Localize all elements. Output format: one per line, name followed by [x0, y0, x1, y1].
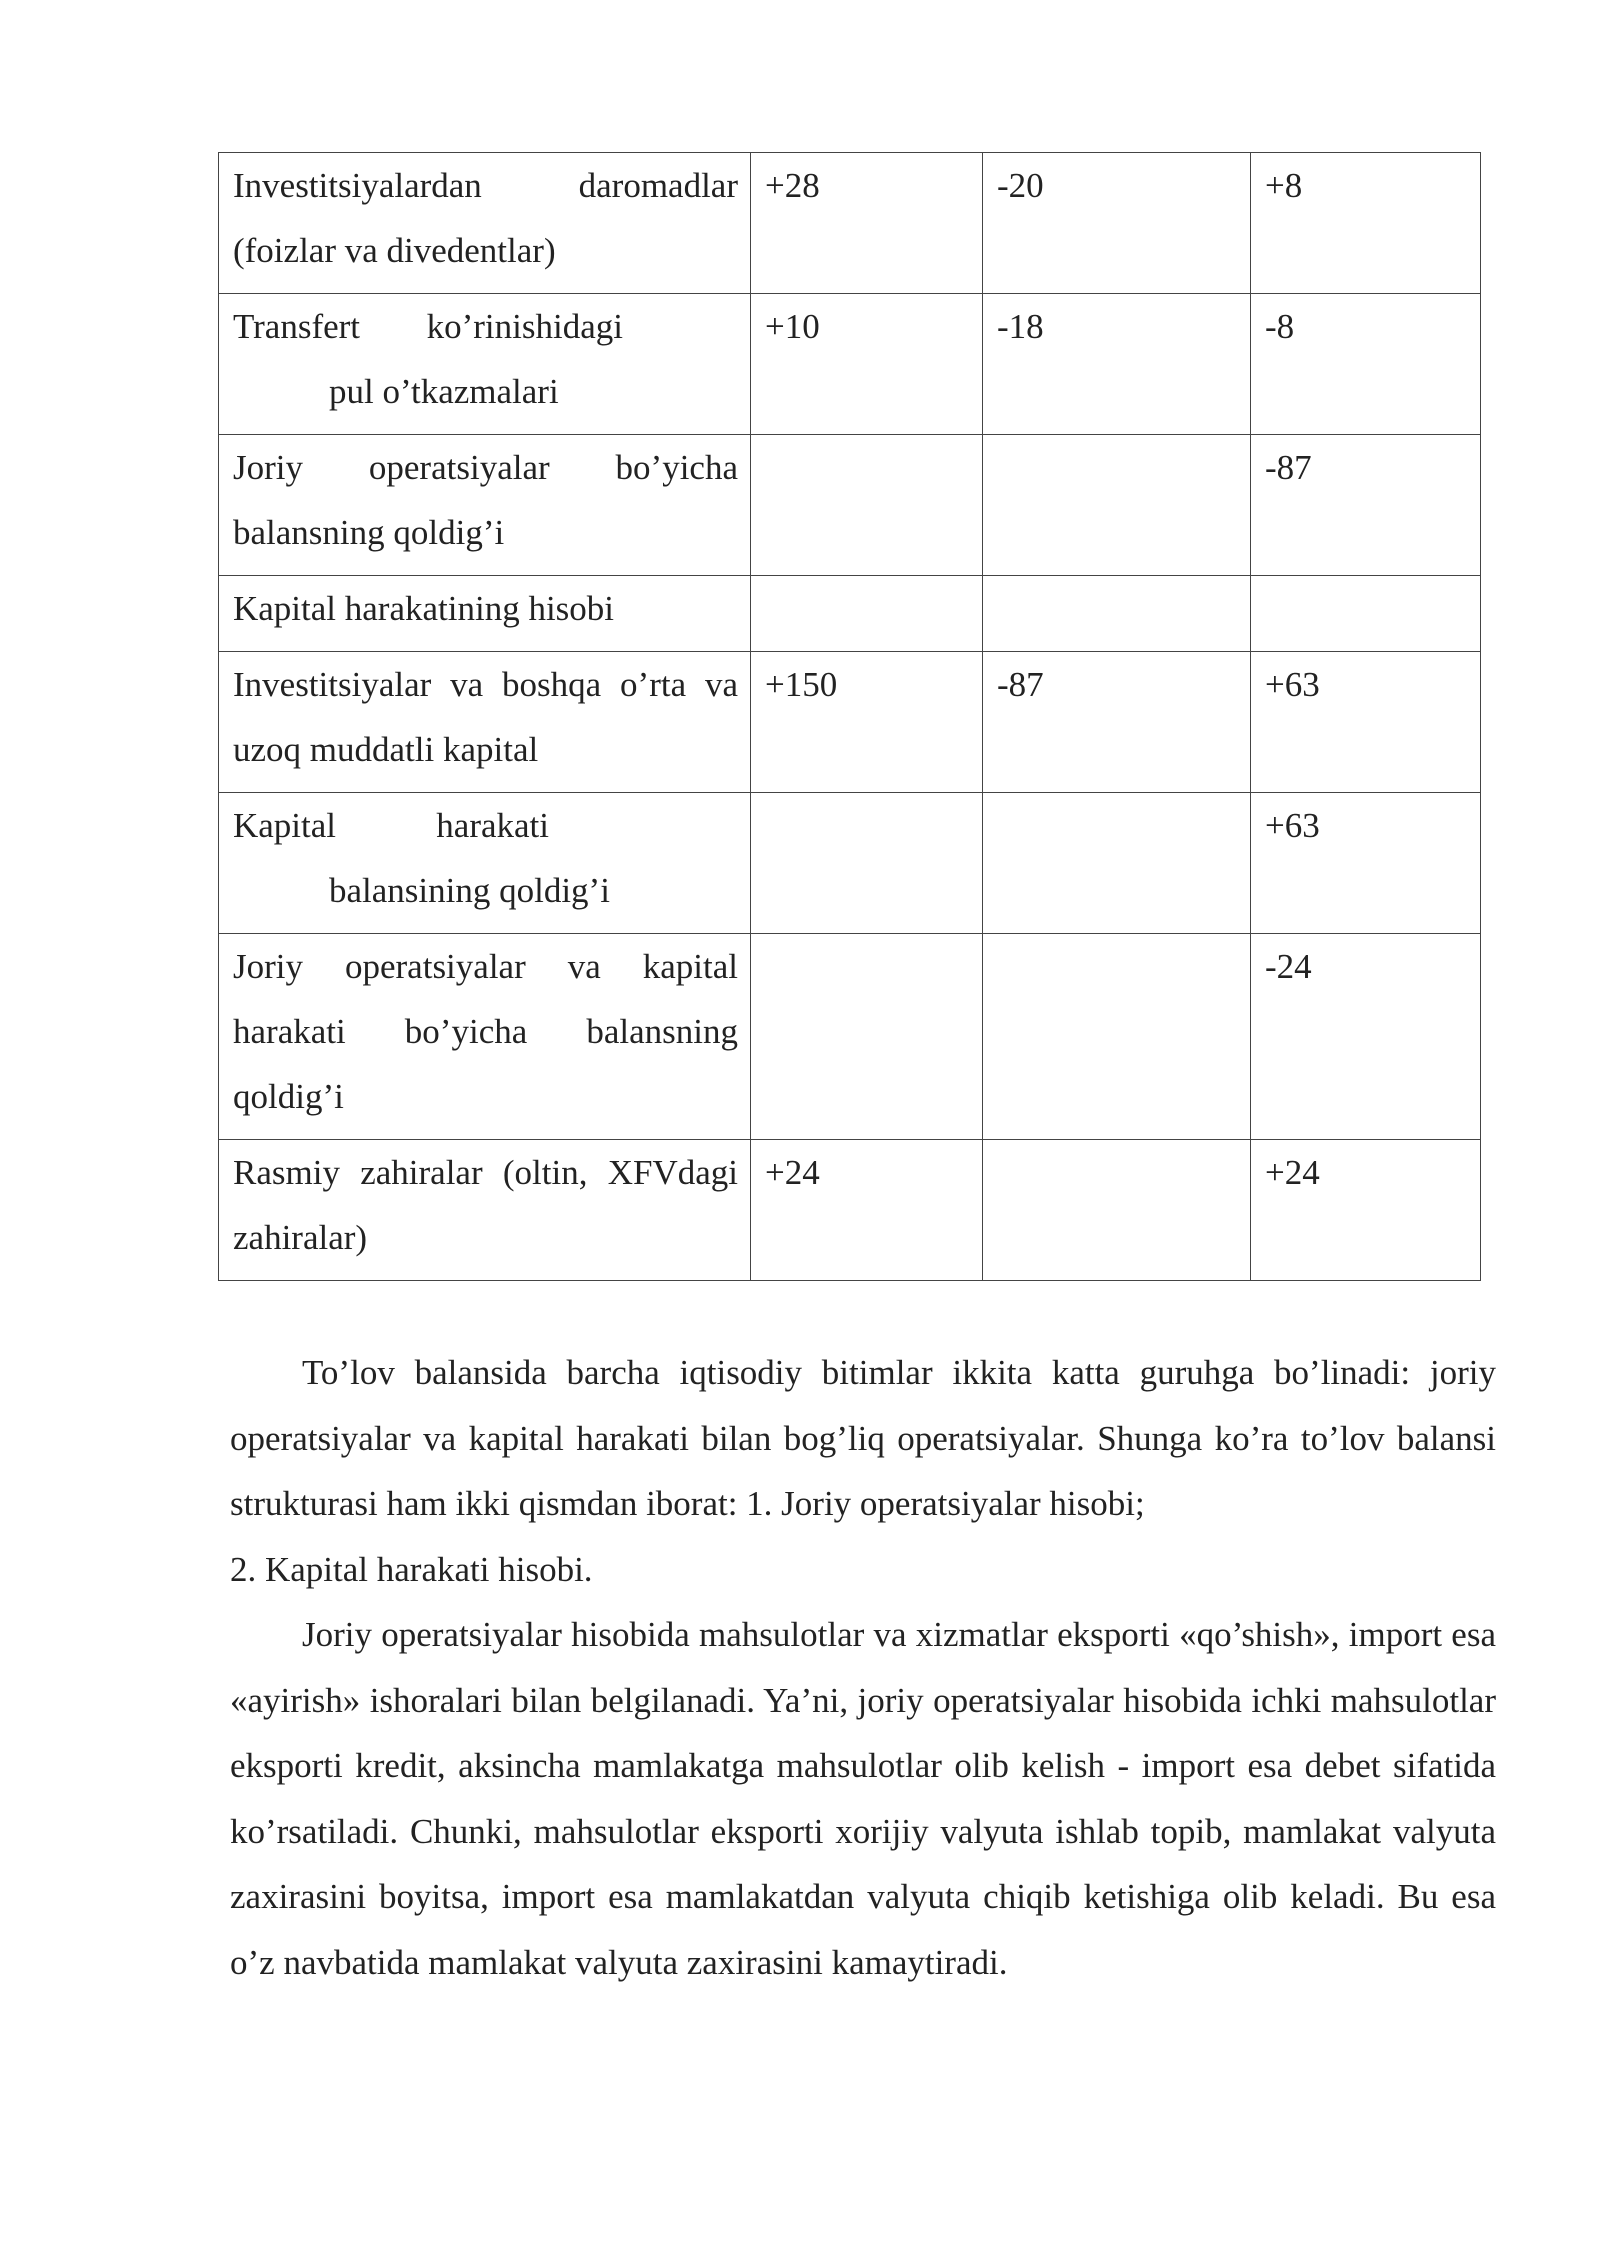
paragraph: 2. Kapital harakati hisobi. — [230, 1549, 593, 1589]
table-cell: -24 — [1251, 934, 1481, 1140]
table-cell: +28 — [751, 153, 983, 294]
row-label — [219, 294, 751, 435]
table-cell — [751, 793, 983, 934]
table-cell: +24 — [1251, 1140, 1481, 1281]
table-row — [219, 153, 1481, 294]
table-row — [219, 576, 1481, 652]
table-cell — [751, 576, 983, 652]
table-cell: +8 — [1251, 153, 1481, 294]
body-text — [230, 1340, 1496, 1995]
row-label-line: balansining qoldig’i — [329, 871, 610, 910]
table-cell — [751, 934, 983, 1140]
table-row — [219, 294, 1481, 435]
row-label-line: Transfert ko’rinishidagi — [233, 307, 623, 346]
table-cell — [983, 435, 1251, 576]
table-cell: +10 — [751, 294, 983, 435]
table-cell: +63 — [1251, 652, 1481, 793]
table-cell: -20 — [983, 153, 1251, 294]
table-cell: +63 — [1251, 793, 1481, 934]
table-row — [219, 652, 1481, 793]
table-cell: +150 — [751, 652, 983, 793]
table-cell: -8 — [1251, 294, 1481, 435]
row-label: Rasmiy zahiralar (oltin, XFVdagi zahiralar) — [219, 1140, 751, 1281]
row-label: Joriy operatsiyalar va kapital harakati bo’yicha balansning qoldig’i — [219, 934, 751, 1140]
table-cell: -87 — [1251, 435, 1481, 576]
row-label: Kapital harakatining hisobi — [219, 576, 751, 652]
row-label: Joriy operatsiyalar bo’yicha balansning qoldig’i — [219, 435, 751, 576]
paragraph: To’lov balansida barcha iqtisodiy bitimlar ikkita katta guruhga bo’linadi: joriy operatsiyalar va kapital harakati bilan bog’liq operatsiyalar. Shunga ko’ra to’lov balansi strukturasi ham ikki qismdan iborat: 1. Joriy operatsiyalar hisobi; — [230, 1353, 1496, 1523]
row-label: Investitsiyalar va boshqa o’rta va uzoq muddatli kapital — [219, 652, 751, 793]
table-row — [219, 1140, 1481, 1281]
table-row — [219, 934, 1481, 1140]
row-label — [219, 793, 751, 934]
table-cell — [983, 1140, 1251, 1281]
paragraph: Joriy operatsiyalar hisobida mahsulotlar va xizmatlar eksporti «qo’shish», import esa «ayirish» ishoralari bilan belgilanadi. Ya’ni, joriy operatsiyalar hisobida ichki mahsulotlar eksporti kredit, aksincha mamlakatga mahsulotlar olib kelish - import esa debet sifatida ko’rsatiladi. Chunki, mahsulotlar eksporti xorijiy valyuta ishlab topib, mamlakat valyuta zaxirasini boyitsa, import esa mamlakatdan valyuta chiqib ketishiga olib keladi. Bu esa o’z navbatida mamlakat valyuta zaxirasini kamaytiradi. — [230, 1615, 1496, 1982]
table-cell — [983, 576, 1251, 652]
table-cell — [751, 435, 983, 576]
row-label-line: Kapital harakati — [233, 806, 549, 845]
table-row — [219, 793, 1481, 934]
row-label-line: pul o’tkazmalari — [329, 372, 559, 411]
table-cell: +24 — [751, 1140, 983, 1281]
table-cell — [983, 934, 1251, 1140]
table-cell — [1251, 576, 1481, 652]
table-row — [219, 435, 1481, 576]
balance-table — [218, 152, 1481, 1281]
row-label: Investitsiyalardan daromadlar (foizlar va divedentlar) — [219, 153, 751, 294]
table-cell: -87 — [983, 652, 1251, 793]
table-cell: -18 — [983, 294, 1251, 435]
table-cell — [983, 793, 1251, 934]
